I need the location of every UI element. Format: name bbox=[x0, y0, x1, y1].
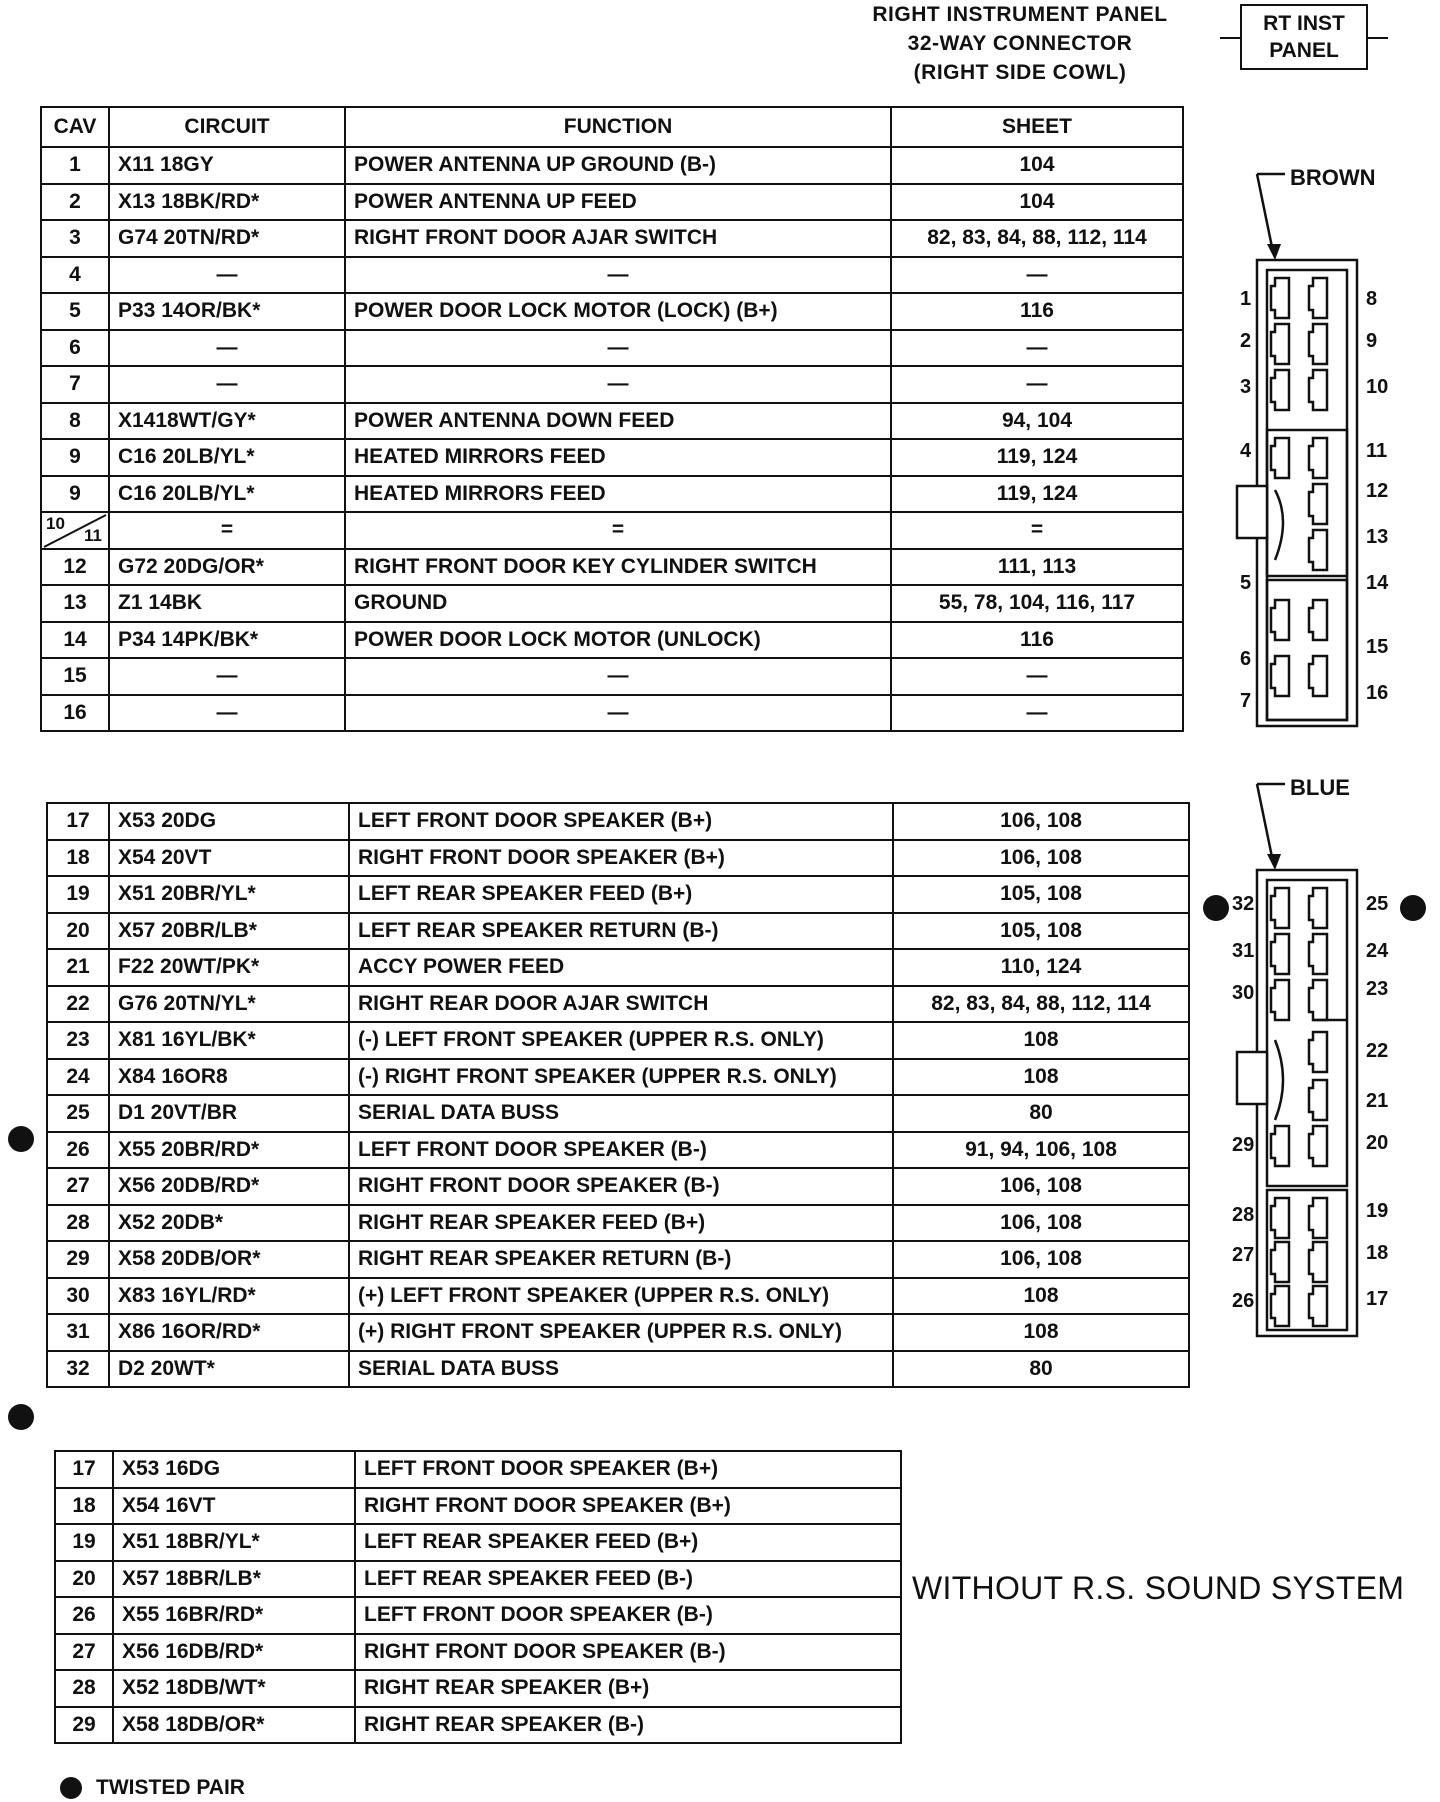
table-row bbox=[47, 1205, 1189, 1242]
brown-left-pin-number: 1 bbox=[1240, 288, 1252, 310]
circuit-cell: X53 20DG bbox=[109, 803, 349, 840]
function-cell: RIGHT FRONT DOOR KEY CYLINDER SWITCH bbox=[345, 549, 891, 586]
sheet-cell: — bbox=[891, 658, 1183, 695]
circuit-cell: X81 16YL/BK* bbox=[109, 1022, 349, 1059]
circuit-cell: X54 20VT bbox=[109, 840, 349, 877]
sheet-cell: — bbox=[891, 330, 1183, 367]
blue-left-pin-number: 29 bbox=[1232, 1134, 1255, 1156]
function-cell: POWER DOOR LOCK MOTOR (LOCK) (B+) bbox=[345, 293, 891, 330]
blue-connector-label: BLUE bbox=[1290, 775, 1350, 800]
sheet-cell: 108 bbox=[893, 1059, 1189, 1096]
circuit-cell: X52 20DB* bbox=[109, 1205, 349, 1242]
cavity-table-brown bbox=[40, 106, 1184, 732]
cav-split-second: 11 bbox=[84, 525, 102, 545]
brown-left-pin-number: 3 bbox=[1240, 376, 1252, 398]
table-row bbox=[47, 1168, 1189, 1205]
blue-right-pin-number: 24 bbox=[1366, 940, 1389, 962]
circuit-cell: X57 20BR/LB* bbox=[109, 913, 349, 950]
table-row bbox=[47, 1095, 1189, 1132]
circuit-cell: X51 18BR/YL* bbox=[113, 1524, 355, 1561]
brown-right-pin-number: 11 bbox=[1366, 440, 1388, 462]
cav-cell: 9 bbox=[41, 476, 109, 513]
function-cell: RIGHT REAR DOOR AJAR SWITCH bbox=[349, 986, 893, 1023]
circuit-cell: — bbox=[109, 366, 345, 403]
cavity-table-without-rs bbox=[54, 1450, 902, 1744]
brown-right-pin-number: 10 bbox=[1366, 376, 1389, 398]
table-row bbox=[55, 1524, 901, 1561]
table-row bbox=[41, 512, 1183, 549]
cav-split-first: 10 bbox=[46, 514, 65, 533]
table-row bbox=[47, 1132, 1189, 1169]
box-label-line-2: PANEL bbox=[1269, 39, 1339, 62]
circuit-cell: — bbox=[109, 257, 345, 294]
blue-right-pin-number: 20 bbox=[1366, 1132, 1389, 1154]
table-row bbox=[47, 803, 1189, 840]
table-row bbox=[55, 1707, 901, 1744]
cav-cell: 30 bbox=[47, 1278, 109, 1315]
circuit-cell: X51 20BR/YL* bbox=[109, 876, 349, 913]
sheet-cell: 91, 94, 106, 108 bbox=[893, 1132, 1189, 1169]
circuit-cell: X83 16YL/RD* bbox=[109, 1278, 349, 1315]
cav-cell: 32 bbox=[47, 1351, 109, 1388]
table-row bbox=[41, 147, 1183, 184]
table-header-row bbox=[41, 107, 1183, 147]
blue-right-pin-number: 18 bbox=[1366, 1242, 1389, 1264]
circuit-cell: D2 20WT* bbox=[109, 1351, 349, 1388]
circuit-cell: F22 20WT/PK* bbox=[109, 949, 349, 986]
cav-cell: 29 bbox=[55, 1707, 113, 1744]
brown-left-pin-number: 7 bbox=[1240, 690, 1252, 712]
circuit-cell: X1418WT/GY* bbox=[109, 403, 345, 440]
header-function: FUNCTION bbox=[345, 107, 891, 147]
blue-right-pin-number: 21 bbox=[1366, 1090, 1389, 1112]
circuit-cell: = bbox=[109, 512, 345, 549]
blue-left-pin-number: 31 bbox=[1232, 940, 1255, 962]
blue-pin-25-twisted-marker bbox=[1400, 895, 1426, 921]
blue-right-pin-number: 25 bbox=[1366, 893, 1389, 915]
sheet-cell: 108 bbox=[893, 1022, 1189, 1059]
table-row bbox=[41, 330, 1183, 367]
function-cell: RIGHT REAR SPEAKER FEED (B+) bbox=[349, 1205, 893, 1242]
function-cell: = bbox=[345, 512, 891, 549]
cav-cell: 3 bbox=[41, 220, 109, 257]
blue-left-pin-number: 30 bbox=[1232, 982, 1255, 1004]
sheet-cell: 94, 104 bbox=[891, 403, 1183, 440]
sheet-cell: 104 bbox=[891, 184, 1183, 221]
twisted-pair-legend bbox=[60, 1776, 245, 1800]
brown-right-pin-number: 15 bbox=[1366, 636, 1389, 658]
blue-left-pin-number: 32 bbox=[1232, 893, 1255, 915]
circuit-cell: X11 18GY bbox=[109, 147, 345, 184]
function-cell: (+) LEFT FRONT SPEAKER (UPPER R.S. ONLY) bbox=[349, 1278, 893, 1315]
function-cell: SERIAL DATA BUSS bbox=[349, 1095, 893, 1132]
box-label-line-1: RT INST bbox=[1263, 12, 1345, 35]
table-row bbox=[55, 1670, 901, 1707]
sheet-cell: 104 bbox=[891, 147, 1183, 184]
sheet-cell: — bbox=[891, 257, 1183, 294]
function-cell: LEFT REAR SPEAKER FEED (B+) bbox=[349, 876, 893, 913]
blue-right-pin-number: 17 bbox=[1366, 1288, 1389, 1310]
sheet-cell: = bbox=[891, 512, 1183, 549]
sheet-cell: — bbox=[891, 695, 1183, 732]
table-row bbox=[55, 1451, 901, 1488]
function-cell: RIGHT FRONT DOOR SPEAKER (B-) bbox=[355, 1634, 901, 1671]
function-cell: (+) RIGHT FRONT SPEAKER (UPPER R.S. ONLY) bbox=[349, 1314, 893, 1351]
cav-cell: 13 bbox=[41, 585, 109, 622]
cav-cell: 17 bbox=[47, 803, 109, 840]
function-cell: — bbox=[345, 695, 891, 732]
table-row bbox=[41, 439, 1183, 476]
header-sheet: SHEET bbox=[891, 107, 1183, 147]
box-lead-left bbox=[1220, 37, 1240, 39]
function-cell: ACCY POWER FEED bbox=[349, 949, 893, 986]
cav-cell: 19 bbox=[55, 1524, 113, 1561]
cav-cell: 8 bbox=[41, 403, 109, 440]
function-cell: — bbox=[345, 658, 891, 695]
rt-inst-panel-box bbox=[1240, 4, 1368, 70]
function-cell: POWER ANTENNA UP FEED bbox=[345, 184, 891, 221]
function-cell: GROUND bbox=[345, 585, 891, 622]
twisted-pair-marker-32 bbox=[8, 1404, 34, 1430]
function-cell: RIGHT REAR SPEAKER (B-) bbox=[355, 1707, 901, 1744]
table-row bbox=[47, 913, 1189, 950]
function-cell: RIGHT REAR SPEAKER RETURN (B-) bbox=[349, 1241, 893, 1278]
blue-right-pin-number: 19 bbox=[1366, 1200, 1389, 1222]
cav-cell: 1 bbox=[41, 147, 109, 184]
function-cell: (-) LEFT FRONT SPEAKER (UPPER R.S. ONLY) bbox=[349, 1022, 893, 1059]
brown-left-pin-number: 5 bbox=[1240, 572, 1252, 594]
circuit-cell: X52 18DB/WT* bbox=[113, 1670, 355, 1707]
sheet-cell: 119, 124 bbox=[891, 439, 1183, 476]
table-row bbox=[41, 257, 1183, 294]
table-row bbox=[55, 1597, 901, 1634]
cav-cell: 23 bbox=[47, 1022, 109, 1059]
sheet-cell: 55, 78, 104, 116, 117 bbox=[891, 585, 1183, 622]
circuit-cell: X55 20BR/RD* bbox=[109, 1132, 349, 1169]
title-line-2: 32-WAY CONNECTOR bbox=[907, 32, 1133, 55]
function-cell: (-) RIGHT FRONT SPEAKER (UPPER R.S. ONLY) bbox=[349, 1059, 893, 1096]
table-row bbox=[41, 549, 1183, 586]
circuit-cell: X56 16DB/RD* bbox=[113, 1634, 355, 1671]
cav-cell: 5 bbox=[41, 293, 109, 330]
circuit-cell: — bbox=[109, 695, 345, 732]
function-cell: LEFT FRONT DOOR SPEAKER (B+) bbox=[355, 1451, 901, 1488]
cavity-table-blue bbox=[46, 802, 1190, 1388]
cav-cell: 19 bbox=[47, 876, 109, 913]
table-row bbox=[47, 840, 1189, 877]
sheet-cell: 106, 108 bbox=[893, 840, 1189, 877]
cav-cell: 12 bbox=[41, 549, 109, 586]
twisted-pair-marker-25 bbox=[8, 1126, 34, 1152]
sheet-cell: 106, 108 bbox=[893, 1205, 1189, 1242]
table-row bbox=[47, 986, 1189, 1023]
circuit-cell: D1 20VT/BR bbox=[109, 1095, 349, 1132]
cav-cell: 2 bbox=[41, 184, 109, 221]
table-row bbox=[41, 476, 1183, 513]
circuit-cell: X56 20DB/RD* bbox=[109, 1168, 349, 1205]
function-cell: HEATED MIRRORS FEED bbox=[345, 476, 891, 513]
table-row bbox=[47, 1278, 1189, 1315]
table-row bbox=[47, 1059, 1189, 1096]
circuit-cell: C16 20LB/YL* bbox=[109, 476, 345, 513]
cav-cell: 20 bbox=[47, 913, 109, 950]
function-cell: LEFT FRONT DOOR SPEAKER (B-) bbox=[349, 1132, 893, 1169]
sheet-cell: 82, 83, 84, 88, 112, 114 bbox=[893, 986, 1189, 1023]
cav-cell: 7 bbox=[41, 366, 109, 403]
function-cell: — bbox=[345, 330, 891, 367]
function-cell: LEFT REAR SPEAKER FEED (B-) bbox=[355, 1561, 901, 1598]
header-cav: CAV bbox=[41, 107, 109, 147]
cav-cell: 29 bbox=[47, 1241, 109, 1278]
circuit-cell: — bbox=[109, 658, 345, 695]
cav-cell: 20 bbox=[55, 1561, 113, 1598]
circuit-cell: — bbox=[109, 330, 345, 367]
circuit-cell: G74 20TN/RD* bbox=[109, 220, 345, 257]
blue-left-pin-number: 26 bbox=[1232, 1290, 1255, 1312]
brown-right-pin-number: 16 bbox=[1366, 682, 1389, 704]
brown-right-pin-number: 13 bbox=[1366, 526, 1389, 548]
title-line-1: RIGHT INSTRUMENT PANEL bbox=[872, 3, 1168, 26]
brown-left-pin-number: 4 bbox=[1240, 440, 1252, 462]
table-row bbox=[41, 220, 1183, 257]
without-rs-note: WITHOUT R.S. SOUND SYSTEM bbox=[912, 1570, 1405, 1606]
table-row bbox=[41, 403, 1183, 440]
sheet-cell: 116 bbox=[891, 622, 1183, 659]
connector-title bbox=[830, 0, 1210, 87]
function-cell: LEFT FRONT DOOR SPEAKER (B-) bbox=[355, 1597, 901, 1634]
function-cell: RIGHT FRONT DOOR SPEAKER (B-) bbox=[349, 1168, 893, 1205]
table-row bbox=[41, 293, 1183, 330]
brown-left-pin-number: 6 bbox=[1240, 648, 1252, 670]
cav-cell: 25 bbox=[47, 1095, 109, 1132]
cav-cell: 27 bbox=[55, 1634, 113, 1671]
table-row bbox=[41, 695, 1183, 732]
circuit-cell: P34 14PK/BK* bbox=[109, 622, 345, 659]
sheet-cell: 110, 124 bbox=[893, 949, 1189, 986]
cav-cell: 9 bbox=[41, 439, 109, 476]
brown-right-pin-number: 8 bbox=[1366, 288, 1378, 310]
table-row bbox=[47, 1022, 1189, 1059]
table-row bbox=[55, 1634, 901, 1671]
table-row bbox=[47, 1314, 1189, 1351]
function-cell: — bbox=[345, 257, 891, 294]
brown-right-pin-number: 12 bbox=[1366, 480, 1389, 502]
sheet-cell: 119, 124 bbox=[891, 476, 1183, 513]
sheet-cell: 106, 108 bbox=[893, 1241, 1189, 1278]
sheet-cell: 82, 83, 84, 88, 112, 114 bbox=[891, 220, 1183, 257]
function-cell: LEFT REAR SPEAKER RETURN (B-) bbox=[349, 913, 893, 950]
circuit-cell: X53 16DG bbox=[113, 1451, 355, 1488]
circuit-cell: G72 20DG/OR* bbox=[109, 549, 345, 586]
table-row bbox=[41, 184, 1183, 221]
table-row bbox=[55, 1561, 901, 1598]
sheet-cell: 105, 108 bbox=[893, 913, 1189, 950]
table-row bbox=[41, 658, 1183, 695]
cav-cell: 14 bbox=[41, 622, 109, 659]
cav-cell: 31 bbox=[47, 1314, 109, 1351]
function-cell: HEATED MIRRORS FEED bbox=[345, 439, 891, 476]
table-row bbox=[41, 585, 1183, 622]
cav-cell: 28 bbox=[55, 1670, 113, 1707]
sheet-cell: 108 bbox=[893, 1314, 1189, 1351]
table-row bbox=[55, 1488, 901, 1525]
function-cell: SERIAL DATA BUSS bbox=[349, 1351, 893, 1388]
table-row bbox=[47, 876, 1189, 913]
blue-right-pin-number: 23 bbox=[1366, 978, 1389, 1000]
blue-pin-32-twisted-marker bbox=[1203, 895, 1229, 921]
function-cell: LEFT FRONT DOOR SPEAKER (B+) bbox=[349, 803, 893, 840]
table-row bbox=[47, 1241, 1189, 1278]
circuit-cell: C16 20LB/YL* bbox=[109, 439, 345, 476]
circuit-cell: X84 16OR8 bbox=[109, 1059, 349, 1096]
function-cell: RIGHT FRONT DOOR AJAR SWITCH bbox=[345, 220, 891, 257]
header-circuit: CIRCUIT bbox=[109, 107, 345, 147]
circuit-cell: Z1 14BK bbox=[109, 585, 345, 622]
sheet-cell: 106, 108 bbox=[893, 1168, 1189, 1205]
table-row bbox=[41, 622, 1183, 659]
sheet-cell: — bbox=[891, 366, 1183, 403]
sheet-cell: 116 bbox=[891, 293, 1183, 330]
function-cell: POWER ANTENNA UP GROUND (B-) bbox=[345, 147, 891, 184]
brown-right-pin-number: 14 bbox=[1366, 572, 1389, 594]
sheet-cell: 106, 108 bbox=[893, 803, 1189, 840]
function-cell: POWER DOOR LOCK MOTOR (UNLOCK) bbox=[345, 622, 891, 659]
function-cell: RIGHT REAR SPEAKER (B+) bbox=[355, 1670, 901, 1707]
cav-cell: 18 bbox=[47, 840, 109, 877]
sheet-cell: 111, 113 bbox=[891, 549, 1183, 586]
circuit-cell: X58 18DB/OR* bbox=[113, 1707, 355, 1744]
table-row bbox=[47, 949, 1189, 986]
circuit-cell: X55 16BR/RD* bbox=[113, 1597, 355, 1634]
cav-cell-split bbox=[41, 512, 109, 549]
cav-cell: 26 bbox=[55, 1597, 113, 1634]
function-cell: POWER ANTENNA DOWN FEED bbox=[345, 403, 891, 440]
cav-cell: 4 bbox=[41, 257, 109, 294]
function-cell: LEFT REAR SPEAKER FEED (B+) bbox=[355, 1524, 901, 1561]
brown-left-pin-number: 2 bbox=[1240, 330, 1252, 352]
cav-cell: 28 bbox=[47, 1205, 109, 1242]
cav-cell: 24 bbox=[47, 1059, 109, 1096]
circuit-cell: X54 16VT bbox=[113, 1488, 355, 1525]
circuit-cell: X13 18BK/RD* bbox=[109, 184, 345, 221]
function-cell: RIGHT FRONT DOOR SPEAKER (B+) bbox=[355, 1488, 901, 1525]
cav-cell: 22 bbox=[47, 986, 109, 1023]
cav-cell: 6 bbox=[41, 330, 109, 367]
cav-cell: 15 bbox=[41, 658, 109, 695]
table-row bbox=[41, 366, 1183, 403]
cav-cell: 26 bbox=[47, 1132, 109, 1169]
twisted-pair-label: TWISTED PAIR bbox=[96, 1776, 245, 1799]
circuit-cell: X57 18BR/LB* bbox=[113, 1561, 355, 1598]
brown-connector-label: BROWN bbox=[1290, 165, 1376, 190]
circuit-cell: X58 20DB/OR* bbox=[109, 1241, 349, 1278]
sheet-cell: 105, 108 bbox=[893, 876, 1189, 913]
table-row bbox=[47, 1351, 1189, 1388]
twisted-pair-dot bbox=[60, 1777, 82, 1799]
title-line-3: (RIGHT SIDE COWL) bbox=[913, 61, 1127, 84]
sheet-cell: 80 bbox=[893, 1351, 1189, 1388]
box-lead-right bbox=[1368, 37, 1388, 39]
cav-cell: 21 bbox=[47, 949, 109, 986]
circuit-cell: X86 16OR/RD* bbox=[109, 1314, 349, 1351]
sheet-cell: 108 bbox=[893, 1278, 1189, 1315]
function-cell: — bbox=[345, 366, 891, 403]
circuit-cell: P33 14OR/BK* bbox=[109, 293, 345, 330]
sheet-cell: 80 bbox=[893, 1095, 1189, 1132]
brown-right-pin-number: 9 bbox=[1366, 330, 1378, 352]
cav-cell: 27 bbox=[47, 1168, 109, 1205]
function-cell: RIGHT FRONT DOOR SPEAKER (B+) bbox=[349, 840, 893, 877]
blue-left-pin-number: 27 bbox=[1232, 1244, 1255, 1266]
circuit-cell: G76 20TN/YL* bbox=[109, 986, 349, 1023]
blue-left-pin-number: 28 bbox=[1232, 1204, 1255, 1226]
cav-cell: 16 bbox=[41, 695, 109, 732]
cav-cell: 18 bbox=[55, 1488, 113, 1525]
blue-right-pin-number: 22 bbox=[1366, 1040, 1389, 1062]
cav-cell: 17 bbox=[55, 1451, 113, 1488]
